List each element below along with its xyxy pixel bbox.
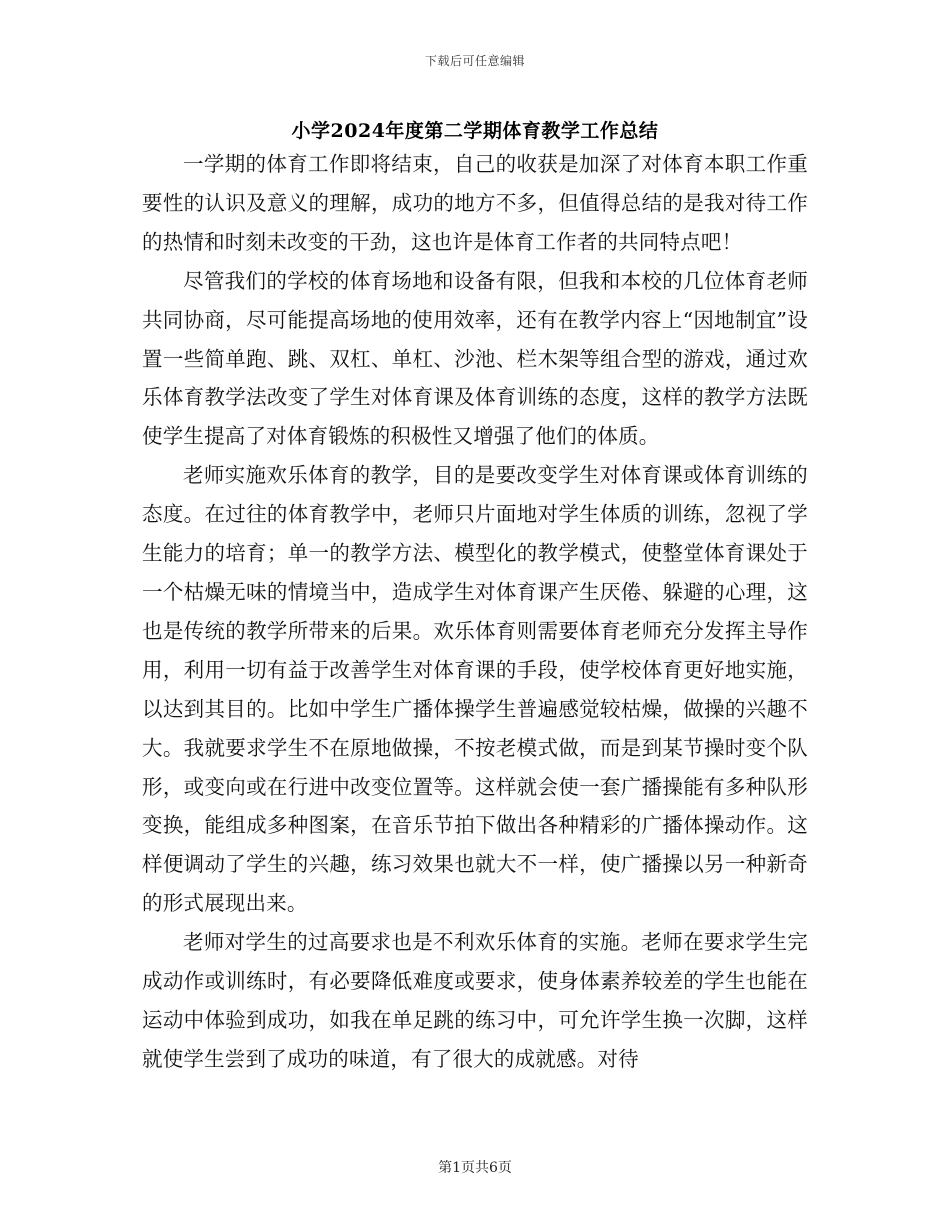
page-number: 第1页共6页 <box>438 1160 512 1176</box>
document-body <box>142 145 808 1079</box>
paragraph: 尽管我们的学校的体育场地和设备有限，但我和本校的几位体育老师共同协商，尽可能提高场地的使用效率，还有在教学内容上“因地制宜”设置一些简单跑、跳、双杠、单杠、沙池、栏木架等组合型的游戏，通过欢乐体育教学法改变了学生对体育课及体育训练的态度，这样的教学方法既使学生提高了对体育锻炼的积极性又增强了他们的体质。 <box>142 268 808 449</box>
paragraph: 老师对学生的过高要求也是不利欢乐体育的实施。老师在要求学生完成动作或训练时，有必要降低难度或要求，使身体素养较差的学生也能在运动中体验到成功，如我在单足跳的练习中，可允许学生换一次脚，这样就使学生尝到了成功的味道，有了很大的成就感。对待 <box>142 930 808 1071</box>
paragraph: 老师实施欢乐体育的教学，目的是要改变学生对体育课或体育训练的态度。在过往的体育教学中，老师只片面地对学生体质的训练，忽视了学生能力的培育；单一的教学方法、模型化的教学模式，使整堂体育课处于一个枯燥无味的情境当中，造成学生对体育课产生厌倦、躲避的心理，这也是传统的教学所带来的后果。欢乐体育则需要体育老师充分发挥主导作用，利用一切有益于改善学生对体育课的手段，使学校体育更好地实施，以达到其目的。比如中学生广播体操学生普遍感觉较枯燥，做操的兴趣不大。我就要求学生不在原地做操，不按老模式做，而是到某节操时变个队形，或变向或在行进中改变位置等。这样就会使一套广播操能有多种队形变换，能组成多种图案，在音乐节拍下做出各种精彩的广播体操动作。这样便调动了学生的兴趣，练习效果也就大不一样，使广播操以另一种新奇的形式展现出来。 <box>142 463 808 916</box>
document-title: 小学2024年度第二学期体育教学工作总结 <box>291 120 659 142</box>
page-header-note: 下载后可任意编辑 <box>424 54 525 68</box>
paragraph: 一学期的体育工作即将结束，自己的收获是加深了对体育本职工作重要性的认识及意义的理解，成功的地方不多，但值得总结的是我对待工作的热情和时刻未改变的干劲，这也许是体育工作者的共同特点吧！ <box>142 152 808 254</box>
